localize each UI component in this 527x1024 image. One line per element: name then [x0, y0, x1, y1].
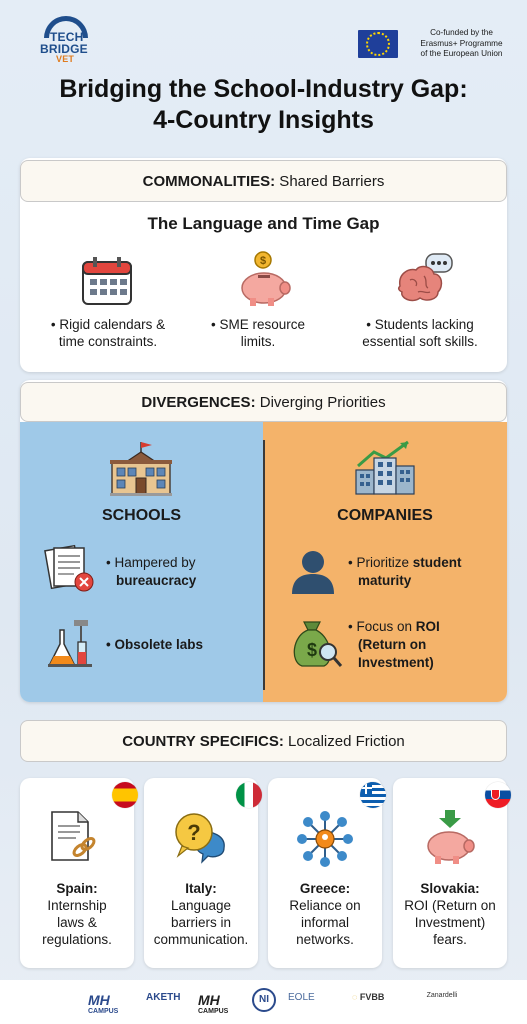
- commonality-item-calendars: [28, 316, 188, 350]
- question-chat-icon: [172, 810, 228, 866]
- companies-maturity-item: [348, 554, 498, 590]
- spain-line-1: Internship: [47, 898, 107, 913]
- brain-icon: [394, 252, 458, 308]
- divergence-divider: [263, 440, 265, 690]
- companies-item-1-line-2: maturity: [358, 573, 412, 588]
- partner-logo-6: ◌ FVBB: [352, 992, 385, 1002]
- techbridge-vet-logo: [36, 14, 98, 64]
- piggy-bank-down-icon: [421, 808, 479, 866]
- greece-name: Greece:: [299, 881, 351, 896]
- slovakia-name: Slovakia:: [420, 881, 480, 896]
- commonalities-subtitle: The Language and Time Gap: [147, 214, 380, 233]
- companies-item-2-line-3: Investment): [358, 655, 434, 670]
- slovakia-line-1: ROI (Return on: [404, 898, 496, 913]
- partner-logo-3: MH CAMPUS: [198, 992, 229, 1015]
- partner-logo-1: MH CAMPUS: [88, 992, 119, 1015]
- svg-text:$: $: [259, 255, 267, 267]
- logo-text-tech: TECH: [50, 30, 84, 44]
- commonality-item-soft-skills: [334, 316, 506, 350]
- divergences-heading-bold: DIVERGENCES:: [141, 394, 256, 411]
- slovakia-text: [393, 880, 507, 948]
- piggy-bank-icon: [236, 250, 294, 308]
- slovakia-line-2: Investment): [414, 915, 486, 930]
- spain-line-3: regulations.: [42, 932, 112, 947]
- divergences-heading: [20, 382, 507, 422]
- commonality-item-sme: [188, 316, 328, 350]
- companies-item-2-line-2: (Return on: [358, 637, 427, 652]
- commonality-3-line-2: essential soft skills.: [362, 334, 478, 349]
- eu-flag-icon: [358, 30, 398, 58]
- title-line-1: Bridging the School-Industry Gap:: [59, 75, 468, 103]
- slovakia-line-3: fears.: [433, 932, 467, 947]
- commonality-3-line-1: • Students lacking: [366, 317, 474, 332]
- greece-line-2: informal: [300, 915, 349, 930]
- logo-text-vet: VET: [56, 54, 75, 64]
- school-building-icon: [108, 440, 174, 498]
- partner-logo-4-text: NI: [259, 994, 269, 1005]
- partner-logo-7-text: Zanardelli: [426, 992, 458, 999]
- eu-line-3: of the European Union: [420, 49, 503, 58]
- divergences-heading-rest: Diverging Priorities: [255, 394, 386, 411]
- eu-line-1: Co-funded by the: [430, 28, 493, 37]
- country-specifics-heading-rest: Localized Friction: [283, 733, 405, 750]
- companies-item-2-bold: ROI: [415, 619, 440, 634]
- partner-logo-1-text: CAMPUS: [88, 1008, 119, 1015]
- spain-flag-icon: [112, 782, 138, 808]
- partner-logo-2: [146, 992, 194, 1010]
- partner-logo-5: [288, 992, 340, 1010]
- country-card-spain: [20, 778, 134, 968]
- italy-line-1: Language: [170, 898, 232, 913]
- commonality-2-line-2: limits.: [240, 334, 276, 349]
- greece-line-3: networks.: [296, 932, 354, 947]
- partner-logo-2-text: AKETH: [146, 992, 181, 1003]
- italy-line-3: communication.: [153, 932, 249, 947]
- commonalities-heading-rest: Shared Barriers: [275, 173, 385, 190]
- contract-icon: [48, 808, 98, 864]
- calendar-icon: [80, 254, 134, 308]
- italy-flag-icon: [236, 782, 262, 808]
- italy-text: [144, 880, 258, 948]
- country-card-italy: [144, 778, 258, 968]
- companies-roi-item: [348, 618, 498, 672]
- companies-item-2-prefix: • Focus on: [348, 619, 416, 634]
- country-specifics-heading: [20, 720, 507, 762]
- spain-line-2: laws &: [57, 915, 97, 930]
- commonalities-heading-bold: COMMONALITIES:: [142, 173, 276, 190]
- eu-funding-text: [404, 28, 519, 60]
- lab-flask-icon: [44, 616, 98, 670]
- schools-item-1-line-2: bureaucracy: [116, 573, 197, 588]
- partner-logo-3-text: CAMPUS: [198, 1008, 229, 1015]
- greece-text: [268, 880, 382, 948]
- company-building-icon: [352, 440, 418, 498]
- person-icon: [288, 546, 338, 596]
- schools-item-1-line-1: • Hampered by: [106, 555, 196, 570]
- partner-logo-4: [252, 988, 276, 1012]
- svg-text:$: $: [306, 640, 318, 660]
- italy-line-2: barriers in: [170, 915, 232, 930]
- spain-text: [20, 880, 134, 948]
- greece-line-1: Reliance on: [289, 898, 361, 913]
- greece-flag-icon: [360, 782, 386, 808]
- schools-title: SCHOOLS: [101, 507, 182, 524]
- commonalities-heading: [20, 160, 507, 202]
- italy-name: Italy:: [185, 881, 217, 896]
- schools-obsolete-labs-item: • Obsolete labs: [106, 637, 204, 652]
- companies-title: COMPANIES: [337, 507, 433, 524]
- logo-text-bridge: BRIDGE: [40, 42, 88, 56]
- page-title: [0, 74, 527, 136]
- slovakia-flag-icon: [485, 782, 511, 808]
- commonality-1-line-2: time constraints.: [58, 334, 158, 349]
- spain-name: Spain:: [56, 881, 98, 896]
- network-icon: [296, 810, 354, 868]
- country-card-greece: [268, 778, 382, 968]
- documents-rejected-icon: [44, 542, 98, 596]
- partner-logo-7: [414, 992, 470, 1010]
- title-line-2: 4-Country Insights: [153, 106, 374, 134]
- companies-item-1-bold: student: [412, 555, 462, 570]
- commonality-2-line-1: • SME resource: [210, 317, 305, 332]
- partner-logos-footer: [0, 980, 527, 1024]
- country-specifics-heading-bold: COUNTRY SPECIFICS:: [122, 733, 284, 750]
- money-bag-icon: [288, 616, 344, 672]
- eu-line-2: Erasmus+ Programme: [420, 38, 503, 48]
- partner-logo-6-text: FVBB: [359, 992, 385, 1002]
- partner-logo-5-text: EOLE: [288, 992, 315, 1003]
- commonality-1-line-1: • Rigid calendars &: [50, 317, 166, 332]
- schools-bureaucracy-item: [106, 554, 256, 590]
- svg-text:?: ?: [187, 820, 201, 845]
- country-card-slovakia: [393, 778, 507, 968]
- companies-item-1-prefix: • Prioritize: [348, 555, 413, 570]
